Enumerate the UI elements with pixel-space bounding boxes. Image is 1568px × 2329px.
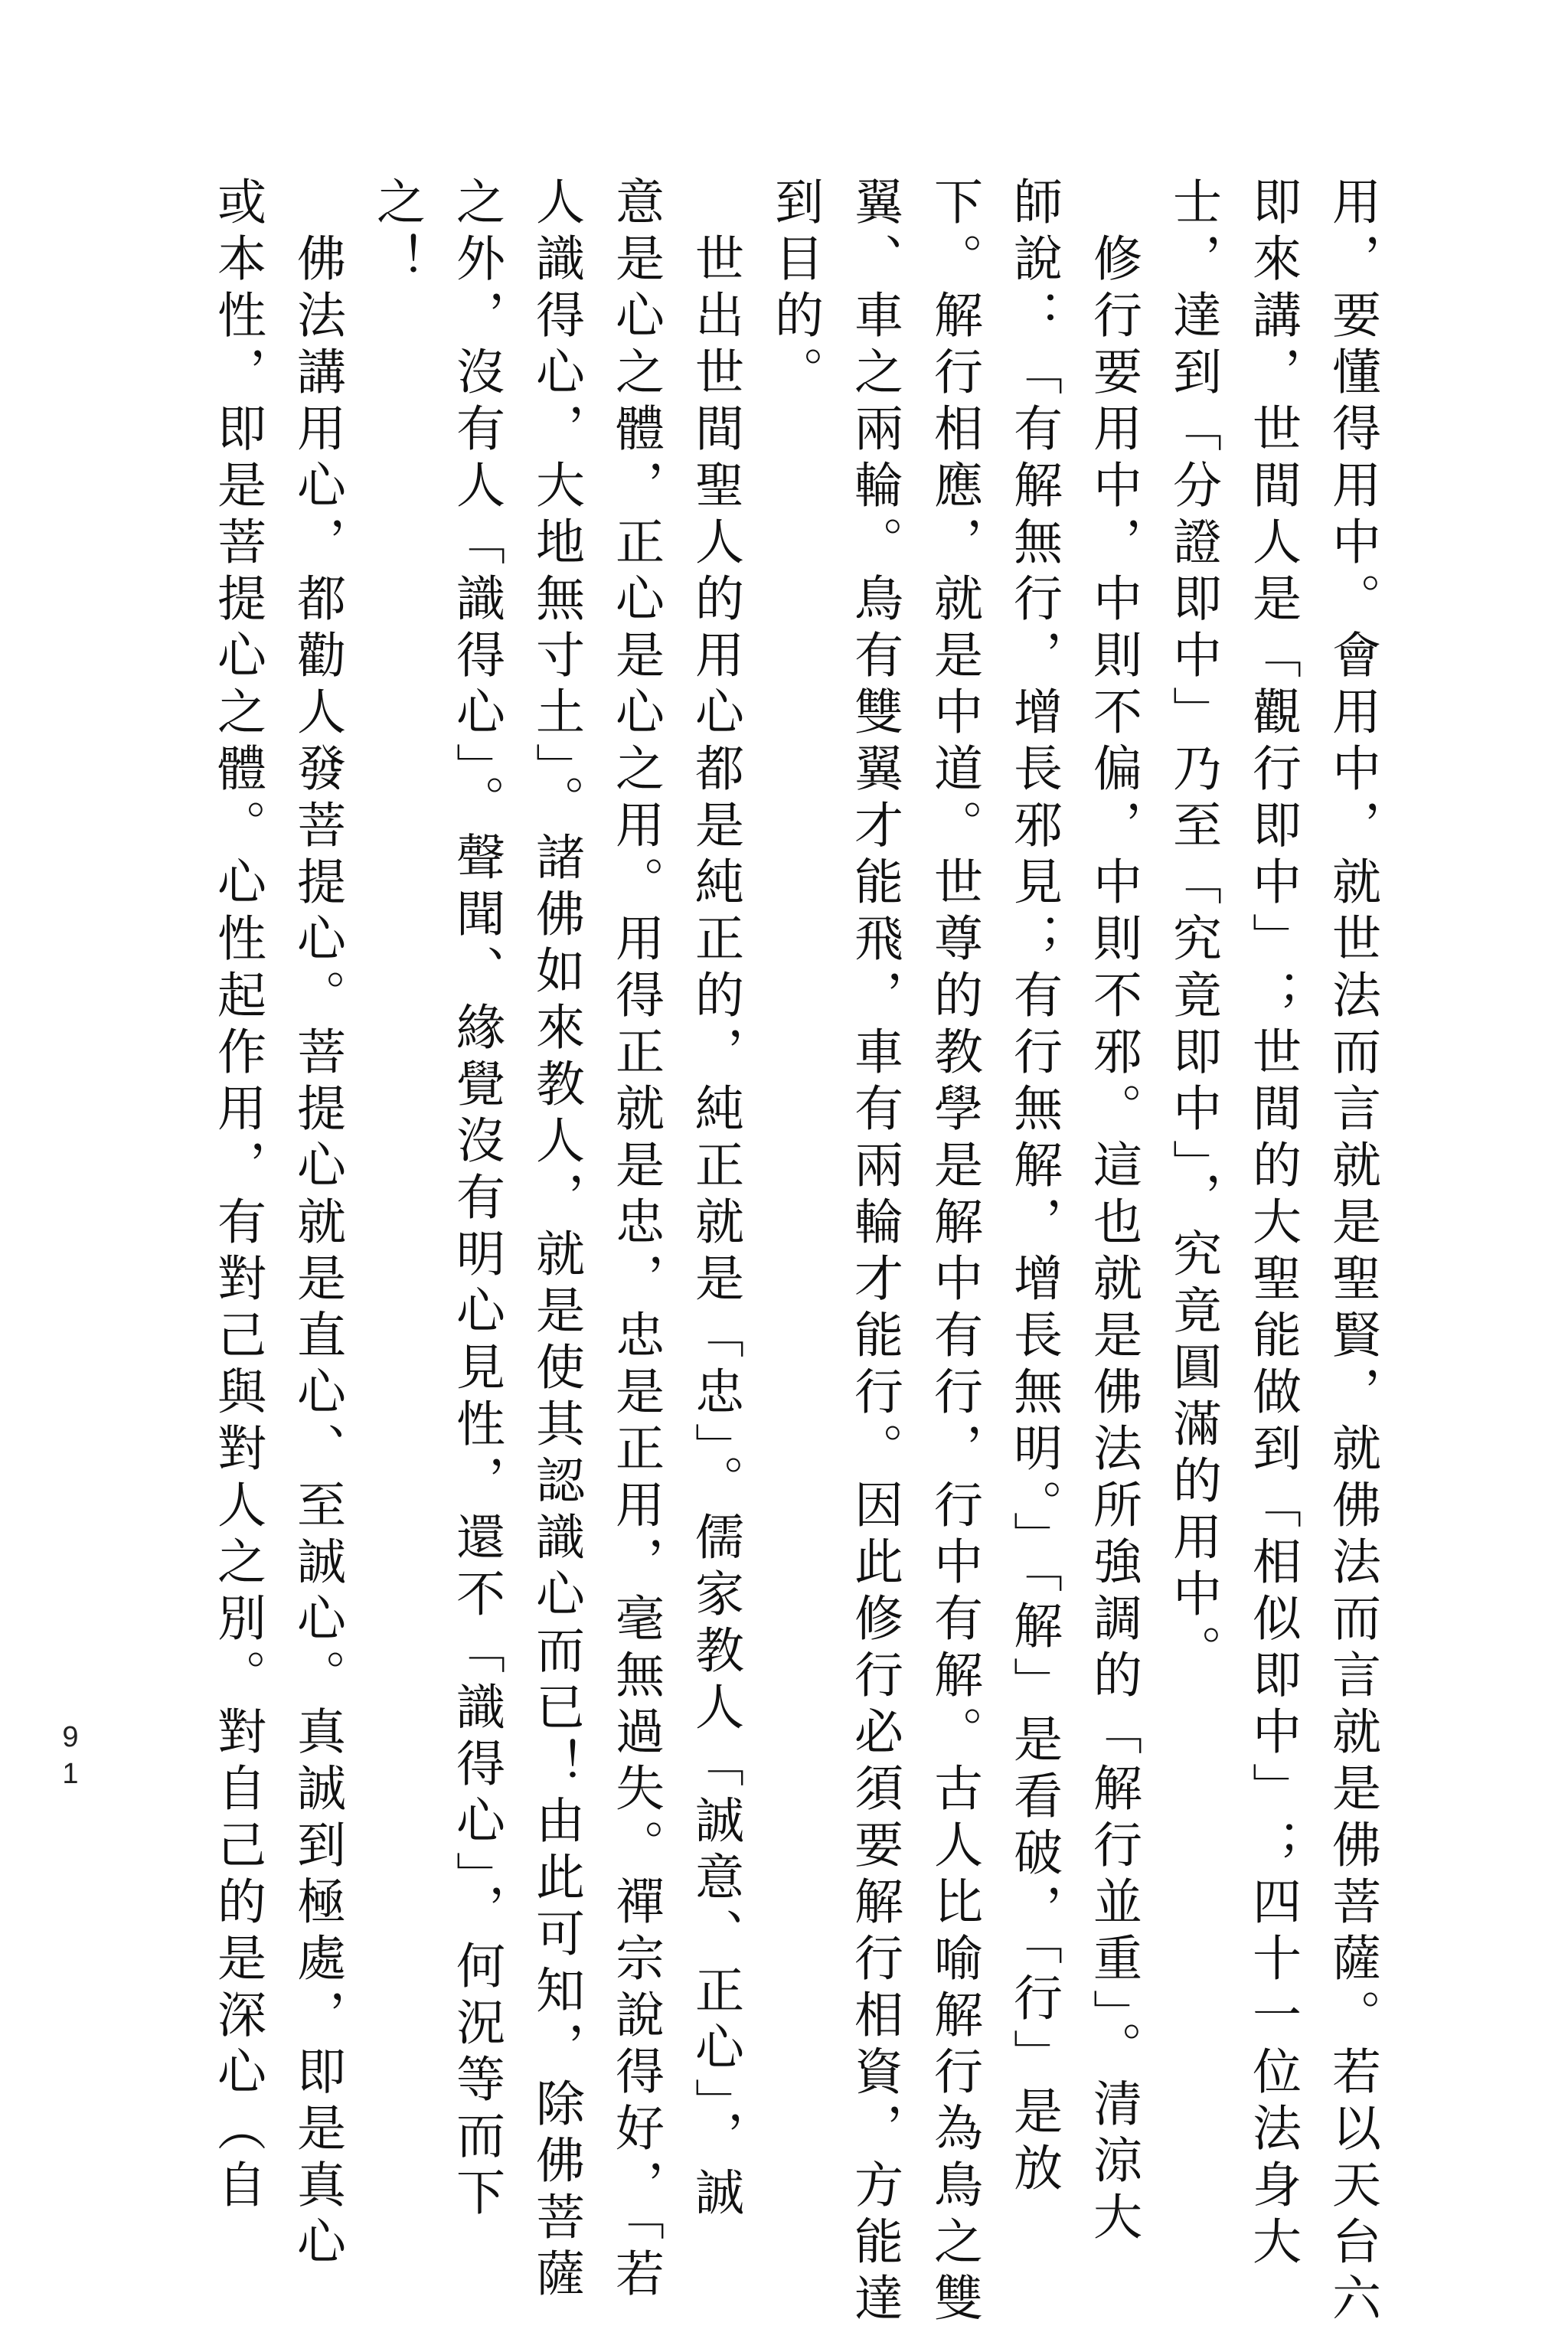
text-column-11: 人識得心，大地無寸土」。諸佛如來教人，就是使其認識心而已！由此可知，除佛菩薩 bbox=[528, 176, 584, 2305]
text-column-7: 翼、車之兩輪。鳥有雙翼才能飛，車有兩輪才能行。因此修行必須要解行相資，方能達 bbox=[846, 176, 903, 2329]
page-number: 91 bbox=[54, 1721, 87, 1795]
text-column-14: 佛法講用心，都勸人發菩提心。菩提心就是直心、至誠心。真誠到極處，即是真心 bbox=[289, 176, 345, 2272]
text-column-9: 世出世間聖人的用心都是純正的，純正就是「忠」。儒家教人「誠意、正心」，誠 bbox=[687, 176, 743, 2223]
text-column-15: 或本性，即是菩提心之體。心性起作用，有對己與對人之別。對自己的是深心（自 bbox=[209, 176, 266, 2216]
text-column-4: 修行要用中，中則不偏，中則不邪。這也就是佛法所強調的「解行並重」。清涼大 bbox=[1085, 176, 1142, 2248]
text-column-1: 用，要懂得用中。會用中，就世法而言就是聖賢，就佛法而言就是佛菩薩。若以天台六 bbox=[1324, 176, 1380, 2329]
text-column-13: 之！ bbox=[368, 176, 425, 289]
text-column-10: 意是心之體，正心是心之用。用得正就是忠，忠是正用，毫無過失。禪宗說得好，「若 bbox=[607, 176, 664, 2305]
text-column-8: 到目的。 bbox=[766, 176, 823, 403]
text-column-2: 即來講，世間人是「觀行即中」；世間的大聖能做到「相似即中」；四十一位法身大 bbox=[1244, 176, 1301, 2272]
text-column-6: 下。解行相應，就是中道。世尊的教學是解中有行，行中有解。古人比喻解行為鳥之雙 bbox=[926, 176, 982, 2329]
text-column-3: 士，達到「分證即中」乃至「究竟即中」，究竟圓滿的用中。 bbox=[1165, 176, 1221, 1681]
text-column-5: 師說：「有解無行，增長邪見；有行無解，增長無明。」「解」是看破，「行」是放 bbox=[1005, 176, 1062, 2199]
text-column-12: 之外，沒有人「識得心」。聲聞、緣覺沒有明心見性，還不「識得心」，何況等而下 bbox=[448, 176, 505, 2223]
